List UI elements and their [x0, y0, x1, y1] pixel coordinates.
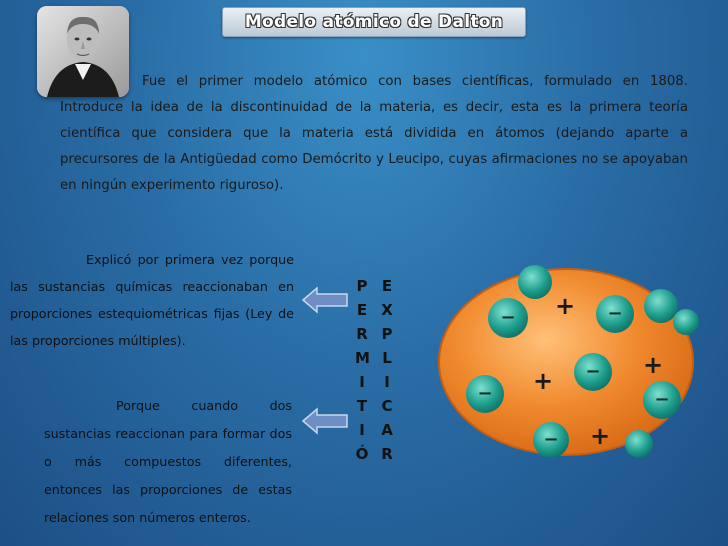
letter: T: [356, 397, 368, 415]
svg-text:−: −: [543, 429, 559, 450]
electron: [673, 309, 699, 335]
svg-text:−: −: [500, 307, 516, 328]
slide-title: Modelo atómico de Dalton: [244, 12, 504, 32]
letter: R: [381, 445, 393, 463]
vertical-word-permitio: [355, 274, 369, 466]
letter: L: [382, 349, 392, 367]
arrow-left-icon: [302, 407, 348, 435]
atom-illustration: [432, 262, 700, 462]
letter: P: [381, 325, 393, 343]
electron: [574, 353, 612, 391]
letter: I: [384, 373, 390, 391]
arrow-left-icon: [302, 286, 348, 314]
letter: Ó: [355, 445, 369, 463]
intro-paragraph: [60, 69, 688, 199]
letter: A: [381, 421, 393, 439]
proton-sign: +: [589, 422, 611, 450]
letter: I: [359, 373, 365, 391]
svg-text:−: −: [607, 303, 623, 324]
electron: [643, 381, 681, 419]
proton-sign: +: [642, 351, 664, 379]
letter: M: [355, 349, 370, 367]
electron: [488, 298, 528, 338]
title-banner: [222, 7, 526, 37]
proton-sign: +: [532, 367, 554, 395]
electron: [518, 265, 552, 299]
letter: C: [381, 397, 393, 415]
letter: E: [381, 277, 393, 295]
letter: R: [356, 325, 368, 343]
explained-paragraph: Explicó por primera vez porque las sustancias químicas reaccionaban en proporciones estequiométricas fijas (Ley de las proporciones múltiples).: [10, 252, 294, 348]
letter: I: [359, 421, 365, 439]
electron: [596, 295, 634, 333]
electron: [625, 430, 653, 458]
svg-text:−: −: [477, 383, 493, 404]
svg-text:−: −: [654, 389, 670, 410]
vertical-word-explicar: [380, 274, 394, 466]
letter: X: [381, 301, 393, 319]
letter: E: [356, 301, 368, 319]
electron: [533, 422, 569, 458]
because-paragraph: Porque cuando dos sustancias reaccionan para formar dos o más compuestos diferentes, entonces las proporciones de estas relaciones son números enteros.: [44, 398, 292, 525]
proton-sign: +: [554, 292, 576, 320]
svg-text:−: −: [585, 361, 601, 382]
electron: [644, 289, 678, 323]
intro-text: Fue el primer modelo atómico con bases científicas, formulado en 1808. Introduce la idea de la discontinuidad de la materia, es decir, esta es la primera teoría científica que considera que la materia está dividida en átomos (dejando aparte a precursores de la Antigüedad como Demócrito y Leucipo, cuyas afirmaciones no se apoyaban en ningún experimento riguroso).: [60, 74, 688, 193]
electron: [466, 375, 504, 413]
letter: P: [356, 277, 368, 295]
